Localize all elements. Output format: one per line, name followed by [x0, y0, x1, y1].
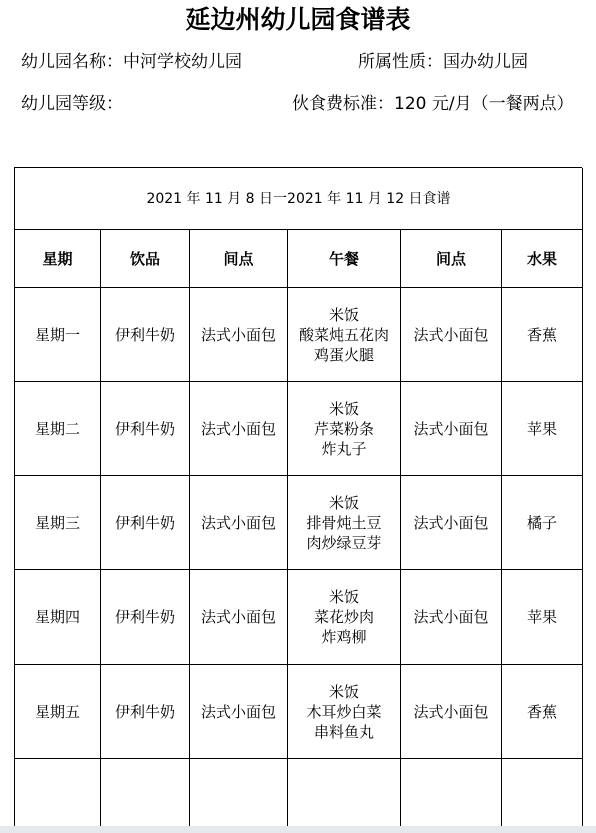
snack-morning-cell: 法式小面包 [190, 382, 288, 476]
empty-cell [401, 759, 502, 828]
drink-cell: 伊利牛奶 [101, 288, 190, 382]
lunch-dish-1: 酸菜炖五花肉 [298, 325, 389, 344]
lunch-cell [288, 288, 401, 382]
lunch-staple: 米饭 [328, 305, 359, 324]
drink-cell: 伊利牛奶 [101, 665, 190, 759]
lunch-staple: 米饭 [328, 588, 359, 606]
lunch-staple: 米饭 [328, 682, 359, 701]
header-snack-morning: 间点 [190, 230, 288, 288]
lunch-cell [288, 382, 401, 476]
lunch-dish-2: 肉炒绿豆芽 [306, 533, 382, 552]
snack-morning-cell: 法式小面包 [190, 476, 288, 570]
fruit-cell: 苹果 [502, 382, 583, 476]
snack-afternoon-cell: 法式小面包 [401, 665, 502, 759]
day-cell: 星期四 [15, 570, 101, 665]
day-cell: 星期三 [15, 476, 101, 570]
lunch-dish-2: 炸鸡柳 [321, 628, 367, 646]
lunch-dish-2: 鸡蛋火腿 [313, 345, 374, 364]
lunch-dish-1: 菜花炒肉 [313, 608, 374, 626]
lunch-dish-2: 串料鱼丸 [313, 722, 374, 741]
empty-cell [288, 759, 401, 828]
kindergarten-name: 幼儿园名称：中河学校幼儿园 [21, 52, 242, 72]
page-bottom-edge [0, 826, 596, 833]
empty-cell [502, 759, 583, 828]
drink-cell: 伊利牛奶 [101, 476, 190, 570]
snack-morning-cell: 法式小面包 [190, 288, 288, 382]
day-cell: 星期五 [15, 665, 101, 759]
drink-cell: 伊利牛奶 [101, 382, 190, 476]
kindergarten-level: 幼儿园等级： [21, 94, 123, 114]
menu-date-title: 2021 年 11 月 8 日一2021 年 11 月 12 日食谱 [15, 168, 583, 230]
fruit-cell: 橘子 [502, 476, 583, 570]
empty-cell [101, 759, 190, 828]
lunch-staple: 米饭 [328, 493, 359, 512]
lunch-dish-2: 炸丸子 [321, 439, 367, 458]
day-cell: 星期一 [15, 288, 101, 382]
snack-afternoon-cell: 法式小面包 [401, 382, 502, 476]
lunch-dish-1: 木耳炒白菜 [306, 702, 382, 721]
fruit-cell: 香蕉 [502, 288, 583, 382]
lunch-cell [288, 570, 401, 665]
snack-afternoon-cell: 法式小面包 [401, 476, 502, 570]
empty-cell [190, 759, 288, 828]
header-snack-afternoon: 间点 [401, 230, 502, 288]
lunch-cell [288, 665, 401, 759]
snack-morning-cell: 法式小面包 [190, 665, 288, 759]
menu-table [14, 167, 582, 833]
meal-fee-standard: 伙食费标准：120 元/月（一餐两点） [292, 94, 574, 114]
snack-afternoon-cell: 法式小面包 [401, 288, 502, 382]
lunch-staple: 米饭 [328, 399, 359, 418]
fruit-cell: 苹果 [502, 570, 583, 665]
drink-cell: 伊利牛奶 [101, 570, 190, 665]
header-drink: 饮品 [101, 230, 190, 288]
header-lunch: 午餐 [288, 230, 401, 288]
lunch-dish-1: 排骨炖土豆 [306, 513, 382, 532]
empty-cell [15, 759, 101, 828]
page-title: 延边州幼儿园食谱表 [185, 5, 411, 34]
header-day: 星期 [15, 230, 101, 288]
fruit-cell: 香蕉 [502, 665, 583, 759]
kindergarten-nature: 所属性质：国办幼儿园 [358, 52, 528, 72]
snack-afternoon-cell: 法式小面包 [401, 570, 502, 665]
header-fruit: 水果 [502, 230, 583, 288]
lunch-cell [288, 476, 401, 570]
snack-morning-cell: 法式小面包 [190, 570, 288, 665]
lunch-dish-1: 芹菜粉条 [313, 419, 374, 438]
day-cell: 星期二 [15, 382, 101, 476]
